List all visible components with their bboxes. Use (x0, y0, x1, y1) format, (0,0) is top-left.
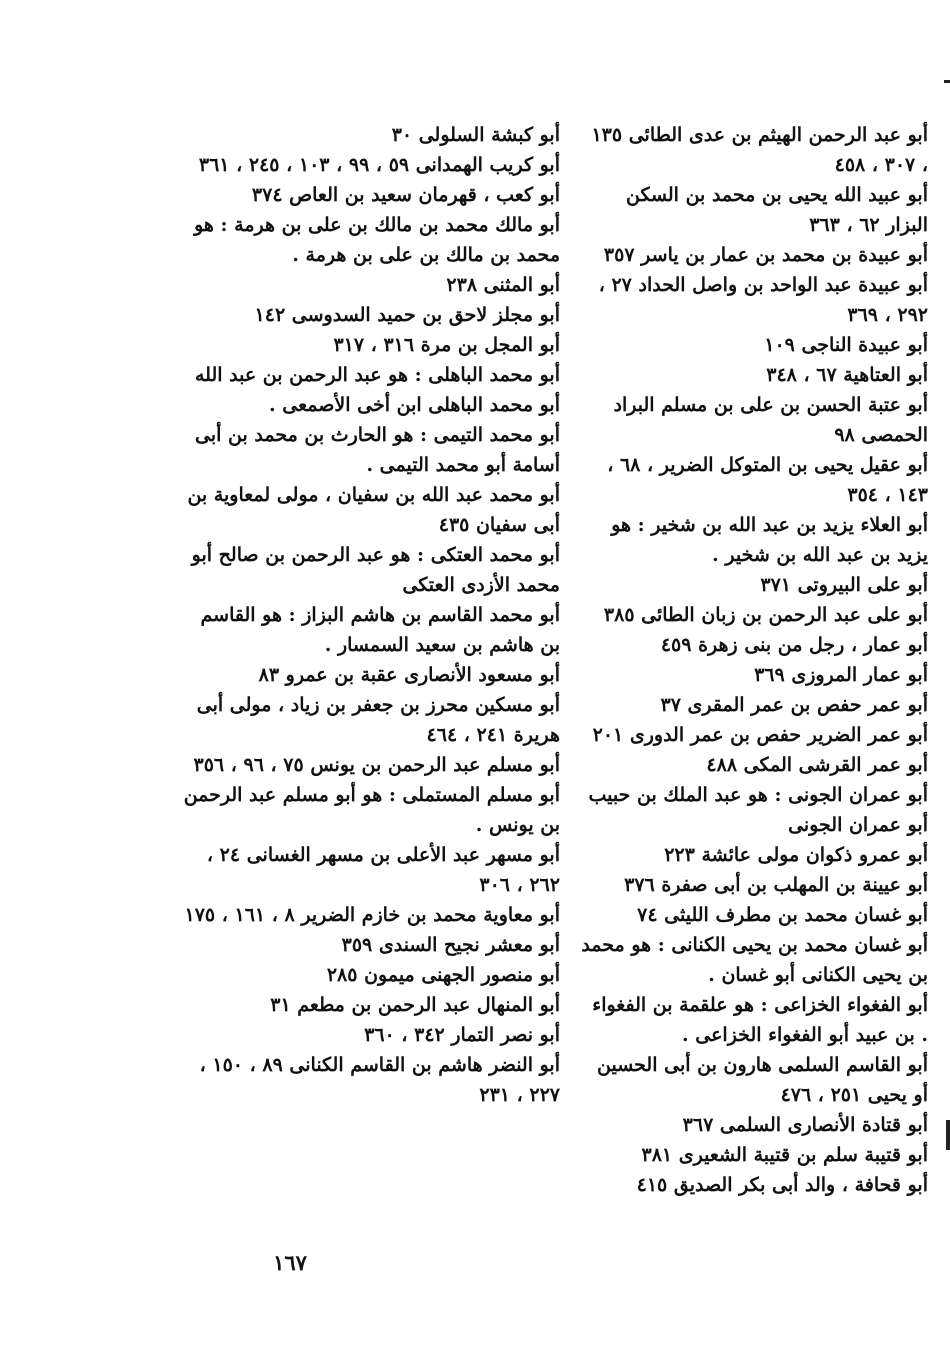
index-entry: أبو على البيروتى ٣٧١ (760, 574, 928, 596)
index-entry: أبو عيينة بن المهلب بن أبى صفرة ٣٧٦ (624, 874, 928, 896)
index-entry: أبو القاسم السلمى هارون بن أبى الحسين أو يحيى ٢٥١ ، ٤٧٦ (597, 1054, 928, 1106)
index-entry: أبو المثنى ٢٣٨ (446, 274, 560, 296)
index-entry: أبو عبيدة بن محمد بن عمار بن ياسر ٣٥٧ (603, 244, 928, 266)
index-entry: أبو عمران الجونى : هو عبد الملك بن حبيب أبو عمران الجونى (588, 784, 928, 836)
index-entry: أبو عبيد الله يحيى بن محمد بن السكن البزار ٦٢ ، ٣٦٣ (625, 184, 928, 236)
edge-mark (946, 1120, 950, 1150)
index-entry: أبو الفغواء الخزاعى : هو علقمة بن الفغواء . بن عبيد أبو الفغواء الخزاعى . (592, 994, 928, 1046)
index-entry: أبو نصر التمار ٣٤٢ ، ٣٦٠ (364, 1024, 560, 1046)
index-entry: أبو مسكين محرز بن جعفر بن زياد ، مولى أبى هريرة ٢٤١ ، ٤٦٤ (196, 694, 560, 746)
index-entry: أبو عمر القرشى المكى ٤٨٨ (706, 754, 928, 776)
index-entry: أبو كريب الهمدانى ٥٩ ، ٩٩ ، ١٠٣ ، ٢٤٥ ، ٣٦١ (198, 154, 560, 176)
index-entry: أبو على عبد الرحمن بن زبان الطائى ٣٨٥ (603, 604, 928, 626)
index-entry: أبو عقيل يحيى بن المتوكل الضرير ، ٦٨ ، ١٤٣ ، ٣٥٤ (607, 454, 928, 506)
index-column-left (180, 120, 560, 1110)
index-entry: أبو المجل بن مرة ٣١٦ ، ٣١٧ (333, 334, 560, 356)
index-entry: أبو قتيبة سلم بن قتيبة الشعيرى ٣٨١ (641, 1144, 928, 1166)
index-entry: أبو منصور الجهنى ميمون ٢٨٥ (326, 964, 560, 986)
index-entry: أبو قتادة الأنصارى السلمى ٣٦٧ (682, 1114, 928, 1136)
index-entry: أبو كبشة السلولى ٣٠ (391, 124, 560, 146)
index-entry: أبو محمد عبد الله بن سفيان ، مولى لمعاوية بن أبى سفيان ٤٣٥ (187, 484, 560, 536)
index-entry: أبو عمر الضرير حفص بن عمر الدورى ٢٠١ (592, 724, 928, 746)
index-column-right (580, 120, 928, 1200)
index-entry: أبو النضر هاشم بن القاسم الكنانى ٨٩ ، ١٥٠ ، ٢٢٧ ، ٢٣١ (199, 1054, 560, 1106)
index-entry: أبو عمار ، رجل من بنى زهرة ٤٥٩ (660, 634, 928, 656)
index-entry: أبو العلاء يزيد بن عبد الله بن شخير : هو يزيد بن عبد الله بن شخير . (611, 514, 928, 566)
index-entry: أبو مالك محمد بن مالك بن على بن هرمة : هو محمد بن مالك بن على بن هرمة . (194, 214, 560, 266)
index-entry: أبو مسهر عبد الأعلى بن مسهر الغسانى ٢٤ ، ٢٦٢ ، ٣٠٦ (206, 844, 560, 896)
index-entry: أبو مجلز لاحق بن حميد السدوسى ١٤٢ (254, 304, 560, 326)
page-number: ١٦٧ (273, 1250, 307, 1275)
index-entry: أبو عبد الرحمن الهيثم بن عدى الطائى ١٣٥ ، ٣٠٧ ، ٤٥٨ (591, 124, 928, 176)
index-entry: أبو غسان محمد بن مطرف الليثى ٧٤ (637, 904, 928, 926)
index-entry: أبو مسلم عبد الرحمن بن يونس ٧٥ ، ٩٦ ، ٣٥٦ (193, 754, 560, 776)
index-entry: أبو غسان محمد بن يحيى الكنانى : هو محمد بن يحيى الكنانى أبو غسان . (581, 934, 928, 986)
index-entry: أبو محمد القاسم بن هاشم البزاز : هو القاسم بن هاشم بن سعيد السمسار . (200, 604, 560, 656)
index-entry: أبو عبيدة الناجى ١٠٩ (764, 334, 928, 356)
index-entry: أبو محمد التيمى : هو الحارث بن محمد بن أبى أسامة أبو محمد التيمى . (194, 424, 560, 476)
index-entry: أبو عمر حفص بن عمر المقرى ٣٧ (660, 694, 928, 716)
index-entry: أبو معشر نجيح السندى ٣٥٩ (341, 934, 560, 956)
index-entry: أبو محمد الباهلى : هو عبد الرحمن بن عبد الله أبو محمد الباهلى ابن أخى الأصمعى . (194, 364, 560, 416)
index-entry: أبو العتاهية ٦٧ ، ٣٤٨ (766, 364, 928, 386)
index-entry: أبو معاوية محمد بن خازم الضرير ٨ ، ١٦١ ، ١٧٥ (184, 904, 560, 926)
index-entry: أبو مسعود الأنصارى عقبة بن عمرو ٨٣ (258, 664, 560, 686)
index-entry: أبو عبيدة عبد الواحد بن واصل الحداد ٢٧ ، ٢٩٢ ، ٣٦٩ (598, 274, 928, 326)
edge-mark (944, 80, 950, 83)
index-entry: أبو قحافة ، والد أبى بكر الصديق ٤١٥ (636, 1174, 928, 1196)
index-entry: أبو عمرو ذكوان مولى عائشة ٢٢٣ (664, 844, 928, 866)
index-entry: أبو كعب ، قهرمان سعيد بن العاص ٣٧٤ (251, 184, 560, 206)
index-entry: أبو المنهال عبد الرحمن بن مطعم ٣١ (270, 994, 560, 1016)
index-entry: أبو محمد العتكى : هو عبد الرحمن بن صالح أبو محمد الأزدى العتكى (191, 544, 560, 596)
index-entry: أبو مسلم المستملى : هو أبو مسلم عبد الرحمن بن يونس . (183, 784, 560, 836)
index-entry: أبو عتبة الحسن بن على بن مسلم البراد الحمصى ٩٨ (613, 394, 928, 446)
index-entry: أبو عمار المروزى ٣٦٩ (754, 664, 928, 686)
